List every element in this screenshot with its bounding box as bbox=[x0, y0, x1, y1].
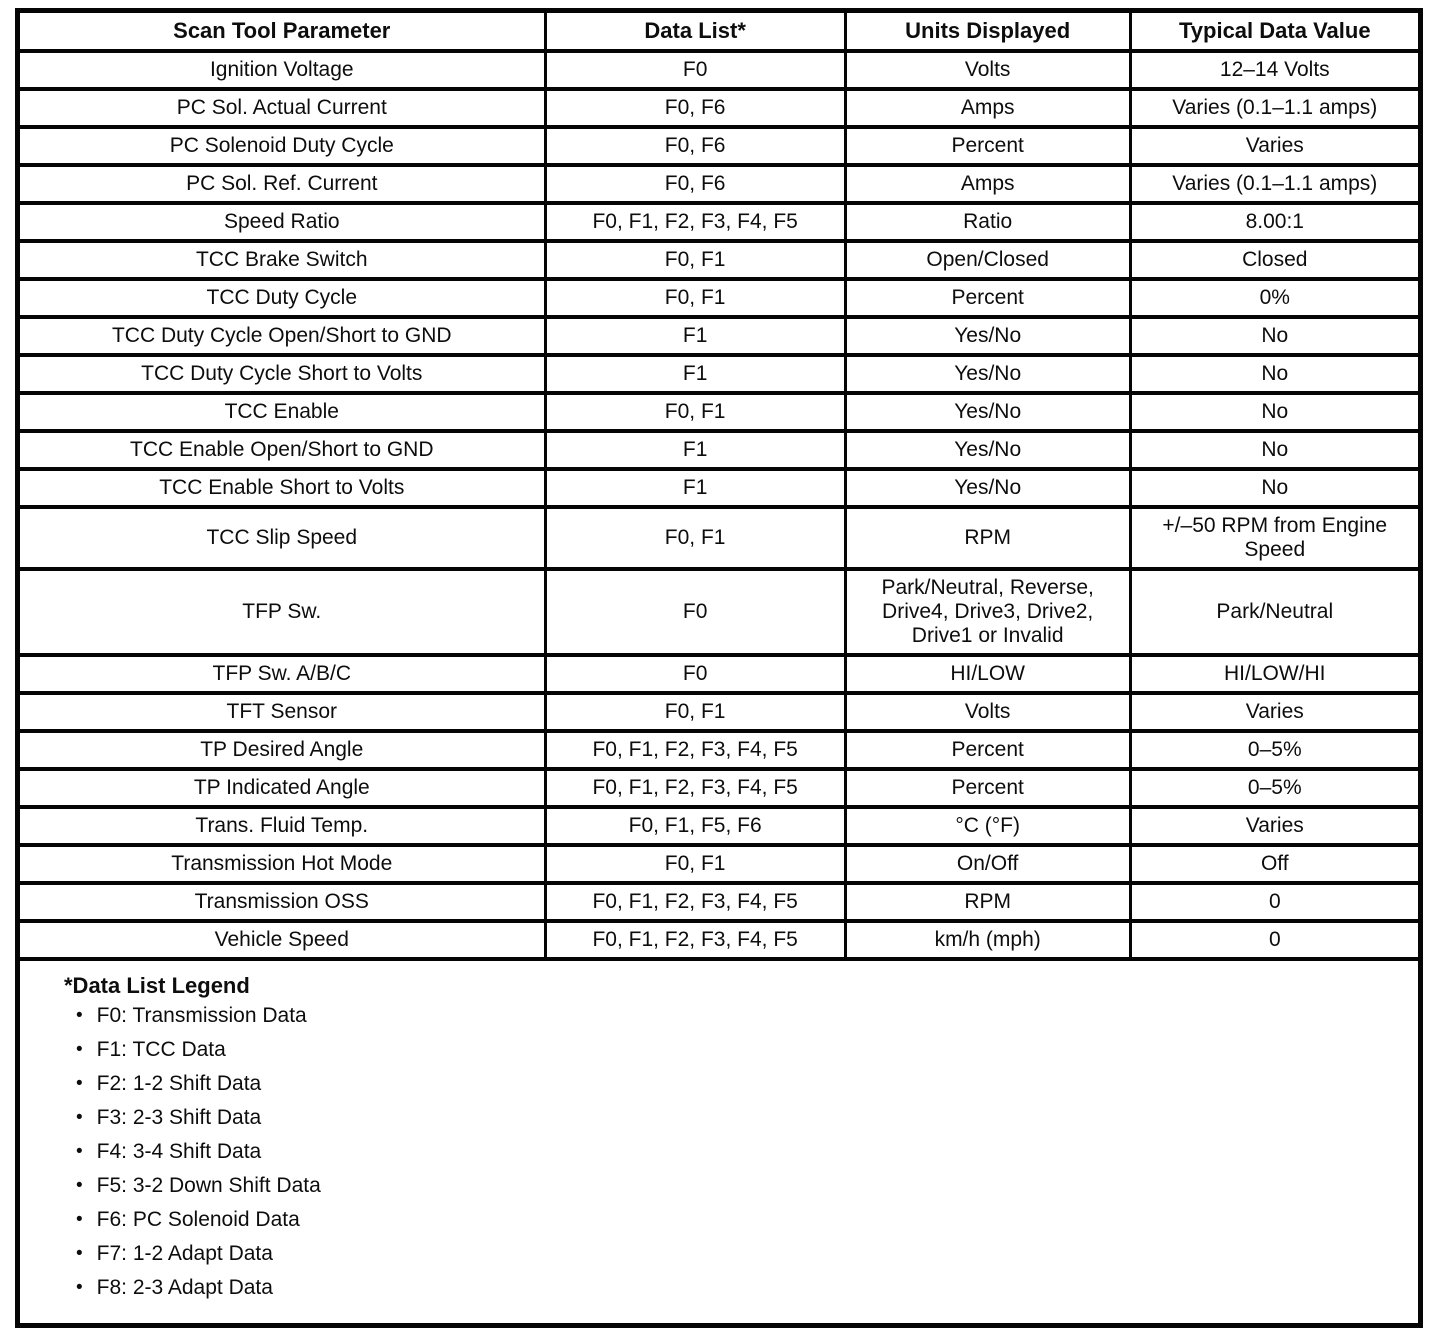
cell-scan-tool-parameter: TP Indicated Angle bbox=[18, 769, 546, 807]
header-scan-tool-parameter: Scan Tool Parameter bbox=[18, 11, 546, 52]
legend-item bbox=[76, 1277, 1398, 1300]
bullet-icon: • bbox=[76, 1073, 83, 1094]
table-row bbox=[18, 507, 1421, 569]
cell-scan-tool-parameter: Speed Ratio bbox=[18, 203, 546, 241]
cell-scan-tool-parameter: TCC Duty Cycle Open/Short to GND bbox=[18, 317, 546, 355]
cell-units-displayed: HI/LOW bbox=[845, 655, 1130, 693]
table-row bbox=[18, 769, 1421, 807]
table-row bbox=[18, 279, 1421, 317]
legend-item-text: F3: 2-3 Shift Data bbox=[96, 1106, 262, 1129]
table-row bbox=[18, 203, 1421, 241]
cell-data-list: F1 bbox=[545, 355, 845, 393]
cell-typical-data-value: Off bbox=[1130, 845, 1420, 883]
legend-item bbox=[76, 1141, 1398, 1164]
cell-scan-tool-parameter: TCC Duty Cycle bbox=[18, 279, 546, 317]
cell-units-displayed: Yes/No bbox=[845, 469, 1130, 507]
cell-data-list: F0 bbox=[545, 51, 845, 89]
bullet-icon: • bbox=[76, 1209, 83, 1230]
table-header bbox=[18, 11, 1421, 52]
table-row bbox=[18, 317, 1421, 355]
legend-item-text: F2: 1-2 Shift Data bbox=[96, 1072, 262, 1095]
cell-data-list: F0, F6 bbox=[545, 165, 845, 203]
cell-scan-tool-parameter: TCC Enable Open/Short to GND bbox=[18, 431, 546, 469]
header-typical-data-value: Typical Data Value bbox=[1130, 11, 1420, 52]
cell-data-list: F0, F1 bbox=[545, 845, 845, 883]
cell-units-displayed: Yes/No bbox=[845, 393, 1130, 431]
table-row bbox=[18, 693, 1421, 731]
legend-item bbox=[76, 1107, 1398, 1130]
cell-typical-data-value: HI/LOW/HI bbox=[1130, 655, 1420, 693]
cell-units-displayed: km/h (mph) bbox=[845, 921, 1130, 959]
cell-units-displayed: Amps bbox=[845, 89, 1130, 127]
cell-data-list: F0 bbox=[545, 569, 845, 655]
cell-scan-tool-parameter: PC Sol. Actual Current bbox=[18, 89, 546, 127]
cell-units-displayed: Percent bbox=[845, 731, 1130, 769]
legend-item-text: F6: PC Solenoid Data bbox=[96, 1208, 300, 1231]
cell-data-list: F0, F6 bbox=[545, 127, 845, 165]
table-row bbox=[18, 731, 1421, 769]
cell-typical-data-value: Park/Neutral bbox=[1130, 569, 1420, 655]
bullet-icon: • bbox=[76, 1107, 83, 1128]
legend-item bbox=[76, 1039, 1398, 1062]
table-row bbox=[18, 355, 1421, 393]
cell-scan-tool-parameter: PC Solenoid Duty Cycle bbox=[18, 127, 546, 165]
table-footer bbox=[18, 959, 1421, 1326]
cell-typical-data-value: +/–50 RPM from Engine Speed bbox=[1130, 507, 1420, 569]
legend-row bbox=[18, 959, 1421, 1326]
cell-units-displayed: Volts bbox=[845, 693, 1130, 731]
cell-typical-data-value: No bbox=[1130, 469, 1420, 507]
legend-item bbox=[76, 1175, 1398, 1198]
header-data-list: Data List* bbox=[545, 11, 845, 52]
cell-data-list: F0, F1 bbox=[545, 507, 845, 569]
cell-data-list: F1 bbox=[545, 469, 845, 507]
bullet-icon: • bbox=[76, 1277, 83, 1298]
cell-units-displayed: Yes/No bbox=[845, 431, 1130, 469]
cell-scan-tool-parameter: TFT Sensor bbox=[18, 693, 546, 731]
cell-units-displayed: Amps bbox=[845, 165, 1130, 203]
table-row bbox=[18, 655, 1421, 693]
bullet-icon: • bbox=[76, 1175, 83, 1196]
legend-list bbox=[64, 1005, 1398, 1300]
bullet-icon: • bbox=[76, 1039, 83, 1060]
cell-units-displayed: On/Off bbox=[845, 845, 1130, 883]
cell-typical-data-value: 0–5% bbox=[1130, 769, 1420, 807]
legend-item bbox=[76, 1073, 1398, 1096]
table-row bbox=[18, 469, 1421, 507]
table-body bbox=[18, 51, 1421, 959]
table-row bbox=[18, 921, 1421, 959]
cell-scan-tool-parameter: TFP Sw. bbox=[18, 569, 546, 655]
cell-units-displayed: Volts bbox=[845, 51, 1130, 89]
scanned-page bbox=[15, 8, 1423, 1328]
table-row bbox=[18, 127, 1421, 165]
cell-data-list: F0, F1 bbox=[545, 393, 845, 431]
cell-scan-tool-parameter: TCC Brake Switch bbox=[18, 241, 546, 279]
cell-typical-data-value: No bbox=[1130, 317, 1420, 355]
table-row bbox=[18, 807, 1421, 845]
legend-item-text: F4: 3-4 Shift Data bbox=[96, 1140, 262, 1163]
cell-scan-tool-parameter: TCC Enable bbox=[18, 393, 546, 431]
bullet-icon: • bbox=[76, 1243, 83, 1264]
cell-units-displayed: RPM bbox=[845, 507, 1130, 569]
table-row bbox=[18, 89, 1421, 127]
cell-typical-data-value: Varies bbox=[1130, 807, 1420, 845]
cell-scan-tool-parameter: TCC Slip Speed bbox=[18, 507, 546, 569]
legend-item bbox=[76, 1243, 1398, 1266]
cell-data-list: F0, F1 bbox=[545, 693, 845, 731]
table-row bbox=[18, 569, 1421, 655]
cell-typical-data-value: No bbox=[1130, 431, 1420, 469]
header-units-displayed: Units Displayed bbox=[845, 11, 1130, 52]
cell-typical-data-value: 0% bbox=[1130, 279, 1420, 317]
cell-scan-tool-parameter: Transmission OSS bbox=[18, 883, 546, 921]
scan-tool-data-table bbox=[15, 8, 1423, 1328]
cell-scan-tool-parameter: TP Desired Angle bbox=[18, 731, 546, 769]
table-row bbox=[18, 883, 1421, 921]
cell-units-displayed: Ratio bbox=[845, 203, 1130, 241]
header-row bbox=[18, 11, 1421, 52]
legend-item-text: F5: 3-2 Down Shift Data bbox=[96, 1174, 321, 1197]
cell-scan-tool-parameter: Transmission Hot Mode bbox=[18, 845, 546, 883]
cell-units-displayed: Percent bbox=[845, 127, 1130, 165]
cell-scan-tool-parameter: TCC Duty Cycle Short to Volts bbox=[18, 355, 546, 393]
cell-units-displayed: RPM bbox=[845, 883, 1130, 921]
cell-units-displayed: Percent bbox=[845, 279, 1130, 317]
cell-data-list: F0 bbox=[545, 655, 845, 693]
cell-data-list: F1 bbox=[545, 431, 845, 469]
cell-data-list: F1 bbox=[545, 317, 845, 355]
cell-scan-tool-parameter: TCC Enable Short to Volts bbox=[18, 469, 546, 507]
cell-scan-tool-parameter: Vehicle Speed bbox=[18, 921, 546, 959]
table-row bbox=[18, 431, 1421, 469]
cell-typical-data-value: Closed bbox=[1130, 241, 1420, 279]
cell-typical-data-value: No bbox=[1130, 393, 1420, 431]
cell-units-displayed: Yes/No bbox=[845, 317, 1130, 355]
table-row bbox=[18, 51, 1421, 89]
cell-typical-data-value: Varies (0.1–1.1 amps) bbox=[1130, 89, 1420, 127]
cell-typical-data-value: 8.00:1 bbox=[1130, 203, 1420, 241]
legend-item-text: F0: Transmission Data bbox=[96, 1004, 307, 1027]
cell-units-displayed: Open/Closed bbox=[845, 241, 1130, 279]
cell-data-list: F0, F1, F2, F3, F4, F5 bbox=[545, 731, 845, 769]
cell-units-displayed: Percent bbox=[845, 769, 1130, 807]
legend-item-text: F8: 2-3 Adapt Data bbox=[96, 1276, 273, 1299]
cell-data-list: F0, F1 bbox=[545, 279, 845, 317]
legend-item-text: F7: 1-2 Adapt Data bbox=[96, 1242, 273, 1265]
cell-scan-tool-parameter: TFP Sw. A/B/C bbox=[18, 655, 546, 693]
cell-scan-tool-parameter: Ignition Voltage bbox=[18, 51, 546, 89]
cell-data-list: F0, F6 bbox=[545, 89, 845, 127]
cell-data-list: F0, F1, F2, F3, F4, F5 bbox=[545, 203, 845, 241]
cell-scan-tool-parameter: Trans. Fluid Temp. bbox=[18, 807, 546, 845]
cell-data-list: F0, F1, F5, F6 bbox=[545, 807, 845, 845]
table-row bbox=[18, 165, 1421, 203]
legend-item bbox=[76, 1209, 1398, 1232]
cell-units-displayed: °C (°F) bbox=[845, 807, 1130, 845]
cell-typical-data-value: 0 bbox=[1130, 921, 1420, 959]
legend-item-text: F1: TCC Data bbox=[96, 1038, 226, 1061]
cell-units-displayed: Park/Neutral, Reverse, Drive4, Drive3, Drive2, Drive1 or Invalid bbox=[845, 569, 1130, 655]
legend-item bbox=[76, 1005, 1398, 1028]
cell-data-list: F0, F1, F2, F3, F4, F5 bbox=[545, 883, 845, 921]
cell-typical-data-value: No bbox=[1130, 355, 1420, 393]
legend-cell bbox=[18, 959, 1421, 1326]
table-row bbox=[18, 393, 1421, 431]
cell-typical-data-value: 12–14 Volts bbox=[1130, 51, 1420, 89]
cell-data-list: F0, F1, F2, F3, F4, F5 bbox=[545, 921, 845, 959]
table-row bbox=[18, 845, 1421, 883]
cell-typical-data-value: Varies (0.1–1.1 amps) bbox=[1130, 165, 1420, 203]
cell-data-list: F0, F1 bbox=[545, 241, 845, 279]
cell-data-list: F0, F1, F2, F3, F4, F5 bbox=[545, 769, 845, 807]
table-row bbox=[18, 241, 1421, 279]
legend-title: *Data List Legend bbox=[64, 973, 250, 998]
cell-typical-data-value: 0 bbox=[1130, 883, 1420, 921]
cell-units-displayed: Yes/No bbox=[845, 355, 1130, 393]
cell-scan-tool-parameter: PC Sol. Ref. Current bbox=[18, 165, 546, 203]
bullet-icon: • bbox=[76, 1005, 83, 1026]
cell-typical-data-value: 0–5% bbox=[1130, 731, 1420, 769]
cell-typical-data-value: Varies bbox=[1130, 127, 1420, 165]
cell-typical-data-value: Varies bbox=[1130, 693, 1420, 731]
bullet-icon: • bbox=[76, 1141, 83, 1162]
